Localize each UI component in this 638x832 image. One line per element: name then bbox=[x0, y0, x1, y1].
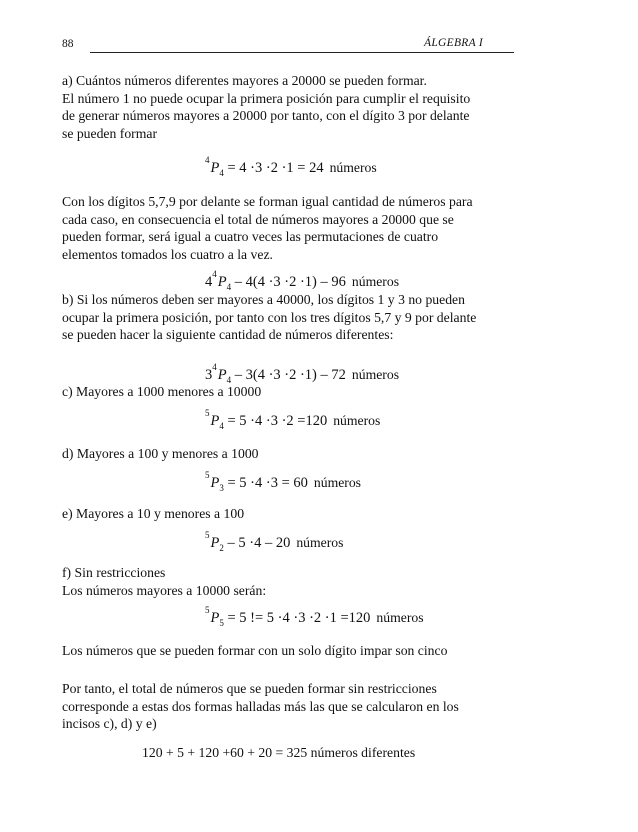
formula-unit: números bbox=[296, 535, 344, 550]
section-f-text bbox=[62, 564, 520, 599]
formula-expression: – 4(4 ·3 ·2 ·1) – 96 bbox=[231, 274, 346, 290]
formula-superscript: 5 bbox=[205, 408, 210, 418]
formula-subscript: 4 bbox=[226, 282, 232, 292]
formula-unit: números bbox=[351, 367, 400, 382]
formula-superscript: 4 bbox=[205, 155, 210, 165]
final-sum: 120 + 5 + 120 +60 + 20 = 325 números diferentes bbox=[142, 745, 416, 760]
formula-superscript: 4 bbox=[212, 362, 217, 372]
text-line: se pueden formar bbox=[62, 125, 158, 141]
text-line: se pueden hacer la siguiente cantidad de números diferentes: bbox=[62, 327, 394, 342]
formula-subscript: 4 bbox=[226, 375, 232, 385]
text-line: ocupar la primera posición, por tanto con los tres dígitos 5,7 y 9 por delante bbox=[62, 309, 477, 325]
formula-superscript: 5 bbox=[205, 530, 210, 540]
formula-a1 bbox=[205, 151, 377, 182]
permutation-symbol: P bbox=[217, 274, 227, 290]
page-number: 88 bbox=[62, 38, 74, 50]
text-line: b) Si los números deben ser mayores a 40000, los dígitos 1 y 3 no pueden bbox=[62, 292, 465, 307]
header-rule bbox=[90, 52, 514, 53]
book-title: ÁLGEBRA I bbox=[424, 37, 484, 49]
formula-superscript: 5 bbox=[205, 470, 210, 480]
formula-subscript: 3 bbox=[219, 483, 224, 493]
section-a-continuation bbox=[62, 193, 520, 263]
formula-unit: números bbox=[333, 413, 381, 428]
formula-superscript: 4 bbox=[212, 269, 217, 279]
text-line: c) Mayores a 1000 menores a 10000 bbox=[62, 384, 262, 399]
formula-subscript: 2 bbox=[219, 543, 224, 553]
text-line: f) Sin restricciones bbox=[62, 565, 166, 580]
formula-expression: – 5 ·4 – 20 bbox=[223, 535, 291, 551]
formula-expression: = 4 ·3 ·2 ·1 = 24 bbox=[223, 160, 324, 176]
conclusion-text bbox=[62, 680, 520, 733]
formula-expression: = 5 ·4 ·3 = 60 bbox=[223, 475, 308, 491]
formula-expression: = 5 ·4 ·3 ·2 =120 bbox=[223, 413, 328, 429]
formula-coef: 3 bbox=[205, 367, 213, 383]
formula-d bbox=[205, 466, 361, 497]
text-line: Los números mayores a 10000 serán: bbox=[62, 582, 267, 598]
text-line: a) Cuántos números diferentes mayores a 20000 se pueden formar. bbox=[62, 73, 427, 88]
formula-subscript: 4 bbox=[219, 421, 224, 431]
text-line: de generar números mayores a 20000 por tanto, con el dígito 3 por delante bbox=[62, 108, 470, 123]
formula-c bbox=[205, 404, 380, 435]
formula-superscript: 5 bbox=[205, 605, 210, 615]
formula-e bbox=[205, 526, 343, 557]
text-line: e) Mayores a 10 y menores a 100 bbox=[62, 506, 245, 521]
formula-unit: números bbox=[313, 475, 362, 490]
text-line: Los números que se pueden formar con un solo dígito impar son cinco bbox=[62, 643, 448, 658]
permutation-symbol: P bbox=[210, 610, 220, 626]
text-line: El número 1 no puede ocupar la primera posición para cumplir el requisito bbox=[62, 90, 471, 106]
formula-unit: números bbox=[351, 274, 400, 289]
section-a-intro bbox=[62, 72, 520, 142]
formula-expression: – 3(4 ·3 ·2 ·1) – 72 bbox=[231, 367, 346, 383]
formula-coef: 4 bbox=[205, 274, 213, 290]
section-c-text bbox=[62, 383, 520, 401]
permutation-symbol: P bbox=[210, 413, 220, 429]
text-line: cada caso, en consecuencia el total de números mayores a 20000 que se bbox=[62, 211, 454, 227]
text-line: elementos tomados los cuatro a la vez. bbox=[62, 246, 273, 262]
text-line: Con los dígitos 5,7,9 por delante se forman igual cantidad de números para bbox=[62, 194, 473, 209]
permutation-symbol: P bbox=[217, 367, 227, 383]
text-line: incisos c), d) y e) bbox=[62, 716, 157, 731]
permutation-symbol: P bbox=[210, 535, 220, 551]
formula-subscript: 4 bbox=[219, 168, 224, 178]
permutation-symbol: P bbox=[210, 475, 220, 491]
formula-f bbox=[205, 601, 424, 632]
formula-unit: números bbox=[329, 160, 377, 175]
section-e-text bbox=[62, 505, 520, 523]
section-d-text bbox=[62, 445, 520, 463]
odd-digit-text bbox=[62, 642, 520, 660]
text-line: corresponde a estas dos formas halladas más las que se calcularon en los bbox=[62, 698, 459, 714]
formula-expression: = 5 != 5 ·4 ·3 ·2 ·1 =120 bbox=[223, 610, 371, 626]
text-line: d) Mayores a 100 y menores a 1000 bbox=[62, 446, 259, 461]
text-line: pueden formar, será igual a cuatro veces las permutaciones de cuatro bbox=[62, 229, 439, 244]
formula-subscript: 5 bbox=[219, 618, 224, 628]
permutation-symbol: P bbox=[210, 160, 220, 176]
formula-unit: números bbox=[376, 610, 424, 625]
section-b-text bbox=[62, 291, 520, 344]
text-line: Por tanto, el total de números que se pueden formar sin restricciones bbox=[62, 681, 437, 696]
